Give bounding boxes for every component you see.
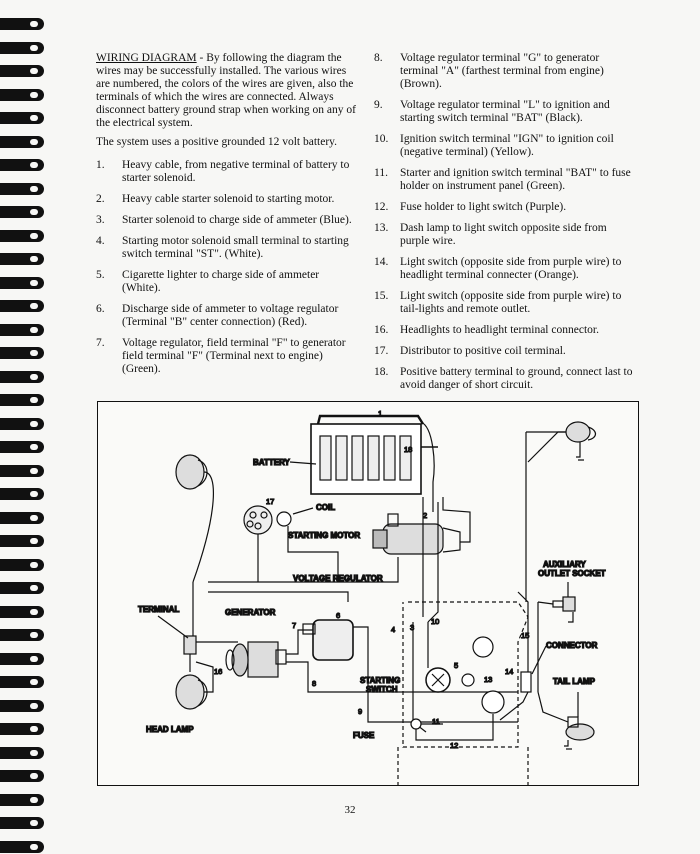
binding-ring [0, 770, 44, 782]
wire-item-text: Voltage regulator terminal "G" to generator terminal "A" (farthest terminal from engine) (Brown). [400, 52, 604, 90]
battery-cell [320, 436, 331, 480]
battery [311, 424, 421, 494]
wire-item-text: Heavy cable starter solenoid to starting motor. [122, 193, 335, 205]
auxiliary-label-1: AUXILIARY [543, 560, 586, 569]
wire-item-number: 11. [374, 167, 388, 179]
wiring-diagram [97, 401, 639, 786]
wire-item-text: Starter and ignition switch terminal "BAT" to fuse holder on instrument panel (Green). [400, 167, 631, 192]
wiring-diagram-svg [98, 402, 638, 785]
starting-motor-label: STARTING MOTOR [288, 531, 361, 540]
starting-motor [373, 514, 460, 554]
binding-ring [0, 841, 44, 853]
wire-list-item [374, 345, 636, 358]
wire-list-item [374, 133, 636, 159]
wire-item-number: 6. [96, 303, 105, 315]
wire-list-item [374, 324, 636, 337]
head-lamp-label: HEAD LAMP [146, 725, 194, 734]
system-note: The system uses a positive grounded 12 volt battery. [96, 136, 338, 148]
wire-number-14: 14 [505, 667, 514, 676]
binding-ring [0, 371, 44, 383]
wire-number-12: 12 [450, 741, 459, 750]
wire-list-item [374, 256, 636, 282]
binding-ring [0, 18, 44, 30]
wire-item-number: 12. [374, 201, 389, 213]
wire-item-number: 15. [374, 290, 389, 302]
binding-ring [0, 65, 44, 77]
wire-item-text: Light switch (opposite side from purple wire) to tail-lights and remote outlet. [400, 290, 622, 315]
wire-list-item [96, 269, 358, 295]
wire-number-7: 7 [292, 621, 297, 630]
wire-list-item [374, 52, 636, 91]
right-wire-list [374, 52, 636, 392]
wire-item-number: 4. [96, 235, 105, 247]
binding-ring [0, 488, 44, 500]
binding-ring [0, 136, 44, 148]
wire-item-number: 2. [96, 193, 105, 205]
wire-number-18: 18 [404, 445, 413, 454]
binding-ring [0, 42, 44, 54]
wire-number-9: 9 [358, 707, 363, 716]
wire-list-item [96, 303, 358, 329]
wire-item-number: 1. [96, 159, 105, 171]
generator [226, 642, 286, 677]
binding-ring [0, 206, 44, 218]
wire-list-item [374, 99, 636, 125]
binding-ring [0, 159, 44, 171]
head-lamp-top [176, 455, 213, 582]
wire-list-item [96, 193, 358, 206]
fuse-label: FUSE [353, 731, 375, 740]
battery-cell [368, 436, 379, 480]
wire-item-text: Cigarette lighter to charge side of ammeter (White). [122, 269, 320, 294]
page-number: 32 [344, 804, 356, 816]
terminal-label: TERMINAL [138, 605, 180, 614]
wire-list-item [374, 201, 636, 214]
starting-switch-label-2: SWITCH [366, 685, 398, 694]
wire-item-number: 18. [374, 366, 389, 378]
binding-ring [0, 582, 44, 594]
wire-list-item [96, 337, 358, 376]
binding-ring [0, 700, 44, 712]
binding-ring [0, 324, 44, 336]
binding-ring [0, 747, 44, 759]
wire-item-text: Starting motor solenoid small terminal to starting switch terminal "ST". (White). [122, 235, 349, 260]
wire-item-number: 3. [96, 214, 105, 226]
battery-cell [384, 436, 395, 480]
battery-cell [352, 436, 363, 480]
battery-cell [400, 436, 411, 480]
wire-item-number: 13. [374, 222, 389, 234]
generator-label: GENERATOR [225, 608, 276, 617]
wire-list-item [96, 159, 358, 185]
wire-number-13: 13 [484, 675, 493, 684]
starting-switch-label-1: STARTING [360, 676, 401, 685]
binding-ring [0, 89, 44, 101]
battery-label: BATTERY [253, 458, 290, 467]
head-lamp-right [566, 422, 596, 442]
spiral-binding [0, 0, 46, 854]
binding-ring [0, 629, 44, 641]
wire-list-item [96, 214, 358, 227]
wire-number-11: 11 [432, 717, 440, 726]
binding-ring [0, 535, 44, 547]
binding-ring [0, 676, 44, 688]
binding-ring [0, 606, 44, 618]
binding-ring [0, 653, 44, 665]
wire-number-5: 5 [454, 661, 459, 670]
binding-ring [0, 183, 44, 195]
wire-number-8: 8 [312, 679, 317, 688]
binding-ring [0, 441, 44, 453]
wire-item-number: 10. [374, 133, 389, 145]
wire-item-text: Voltage regulator, field terminal "F" to generator field terminal "F" (Terminal next to engine) (Green). [122, 337, 346, 375]
wire-item-number: 14. [374, 256, 389, 268]
wire-list-item [374, 222, 636, 248]
wire-number-10: 10 [431, 617, 440, 626]
wire-item-text: Ignition switch terminal "IGN" to ignition coil (negative terminal) (Yellow). [400, 133, 614, 158]
intro-text: - By following the diagram the wires may be successfully installed. The various wires are numbered, the colors of the wires are given, also the terminals of which the wires are connected. Always disconnect battery ground strap when working on any of the electrical system. [96, 52, 356, 129]
wire-item-text: Heavy cable, from negative terminal of battery to starter solenoid. [122, 159, 350, 184]
voltage-regulator-label: VOLTAGE REGULATOR [293, 574, 383, 583]
wire-number-1: 1 [378, 409, 383, 418]
coil-label: COIL [316, 503, 336, 512]
wire-number-15: 15 [521, 631, 530, 640]
wire-item-text: Dash lamp to light switch opposite side from purple wire. [400, 222, 607, 247]
auxiliary-label-2: OUTLET SOCKET [538, 569, 606, 578]
binding-ring [0, 465, 44, 477]
voltage-regulator [303, 620, 353, 660]
binding-ring [0, 112, 44, 124]
wire-item-number: 7. [96, 337, 105, 349]
wire-number-6: 6 [336, 611, 341, 620]
right-column [374, 52, 636, 400]
wire-item-text: Distributor to positive coil terminal. [400, 345, 566, 357]
wire-item-text: Discharge side of ammeter to voltage regulator (Terminal "B" center connection) (Red). [122, 303, 339, 328]
binding-ring [0, 418, 44, 430]
binding-ring [0, 394, 44, 406]
wire-number-2: 2 [423, 511, 428, 520]
binding-ring [0, 230, 44, 242]
wire-item-text: Fuse holder to light switch (Purple). [400, 201, 567, 213]
auxiliary-outlet [553, 597, 575, 611]
wire-item-number: 5. [96, 269, 105, 281]
connector [521, 672, 531, 692]
intro-paragraph [96, 52, 358, 130]
wire-list-item [374, 290, 636, 316]
fuse [411, 719, 421, 729]
terminal-block [184, 636, 196, 654]
wire-item-text: Headlights to headlight terminal connector. [400, 324, 599, 336]
binding-ring [0, 277, 44, 289]
wire-item-text: Positive battery terminal to ground, connect last to avoid danger of short circuit. [400, 366, 633, 391]
wire-item-number: 9. [374, 99, 383, 111]
wire-number-3: 3 [410, 623, 415, 632]
wire-item-text: Starter solenoid to charge side of ammeter (Blue). [122, 214, 352, 226]
battery-cell [336, 436, 347, 480]
wire-number-17: 17 [266, 497, 275, 506]
connector-label: CONNECTOR [546, 641, 598, 650]
binding-ring [0, 723, 44, 735]
binding-ring [0, 559, 44, 571]
wire-item-number: 16. [374, 324, 389, 336]
coil [244, 506, 291, 534]
wire-list-item [374, 167, 636, 193]
left-wire-list [96, 159, 358, 376]
wire-list-item [96, 235, 358, 261]
wire-item-text: Voltage regulator terminal "L" to ignition and starting switch terminal "BAT" (Black). [400, 99, 610, 124]
starting-switch [426, 668, 450, 692]
wire-item-number: 17. [374, 345, 389, 357]
wire-number-16: 16 [214, 667, 223, 676]
binding-ring [0, 817, 44, 829]
binding-ring [0, 300, 44, 312]
wire-list-item [374, 366, 636, 392]
tail-lamp-label: TAIL LAMP [553, 677, 595, 686]
binding-ring [0, 512, 44, 524]
binding-ring [0, 347, 44, 359]
head-lamp-bottom [176, 675, 207, 709]
binding-ring [0, 253, 44, 265]
tail-lamp [566, 717, 594, 740]
wire-number-4: 4 [391, 625, 396, 634]
wire-item-number: 8. [374, 52, 383, 64]
section-heading: WIRING DIAGRAM [96, 52, 197, 64]
left-column [96, 52, 358, 384]
wire-item-text: Light switch (opposite side from purple wire) to headlight terminal connecter (Orange). [400, 256, 622, 281]
